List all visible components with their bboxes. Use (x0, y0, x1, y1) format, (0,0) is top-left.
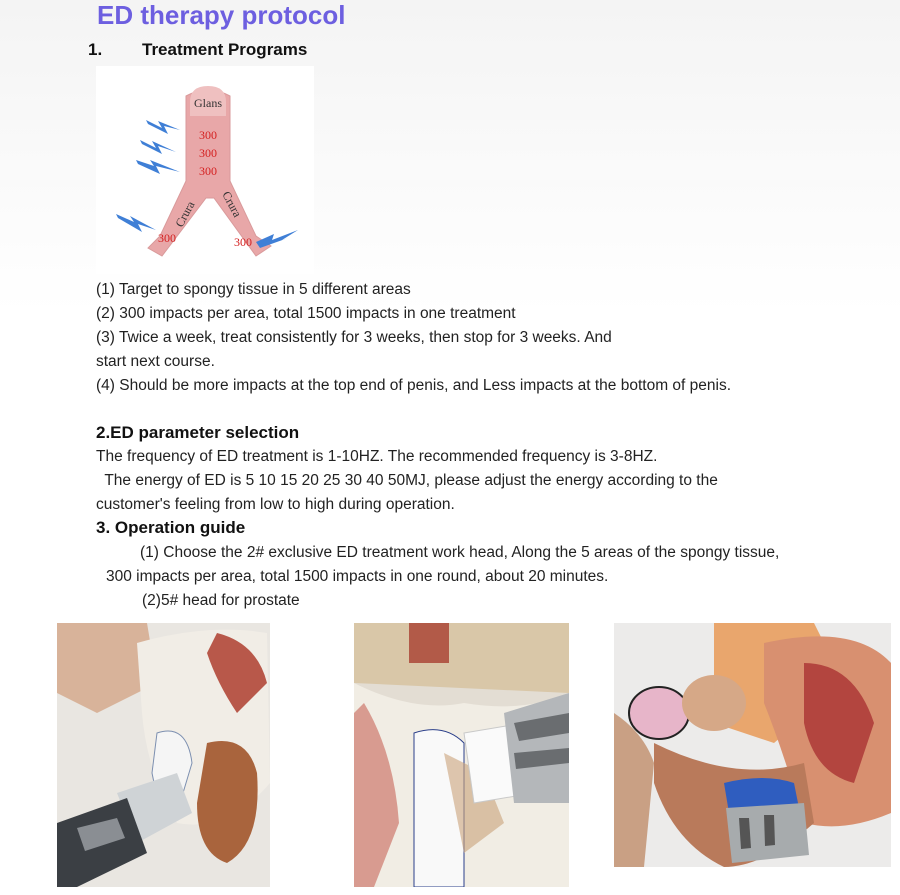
count-label-2: 300 (199, 146, 217, 160)
treatment-areas-svg (96, 66, 314, 274)
shockwave-icon (136, 160, 180, 174)
count-label-3: 300 (199, 164, 217, 178)
photo-ed-head-center (354, 623, 569, 887)
section3-heading: 3. Operation guide (96, 518, 246, 537)
treatment-areas-diagram (96, 66, 314, 274)
count-label-5: 300 (234, 235, 252, 249)
section1-item-3: (3) Twice a week, treat consistently for 3 weeks, then stop for 3 weeks. And (96, 329, 612, 346)
count-label-1: 300 (199, 128, 217, 142)
crura-label-right: Crura (219, 188, 245, 220)
section3-line-3: (2)5# head for prostate (142, 592, 300, 609)
section2-line-3: customer's feeling from low to high during operation. (96, 496, 455, 513)
page-title: ED therapy protocol (97, 0, 346, 30)
shockwave-icon (116, 214, 156, 232)
section1-item-1: (1) Target to spongy tissue in 5 different areas (96, 281, 411, 298)
section3-line-1: (1) Choose the 2# exclusive ED treatment work head, Along the 5 areas of the spongy tissue, (140, 544, 780, 561)
section3-line-2: 300 impacts per area, total 1500 impacts in one round, about 20 minutes. (106, 568, 609, 585)
section2-line-2: The energy of ED is 5 10 15 20 25 30 40 50MJ, please adjust the energy according to the (96, 472, 718, 489)
photo-prostate-head-right (614, 623, 891, 867)
section1-heading-text: Treatment Programs (142, 40, 308, 59)
section1-number: 1. (88, 40, 103, 59)
glans-label: Glans (194, 96, 222, 110)
section1-item-2: (2) 300 impacts per area, total 1500 impacts in one treatment (96, 305, 516, 322)
shockwave-icon (146, 120, 180, 134)
section1-heading (88, 40, 307, 60)
section1-item-4: (4) Should be more impacts at the top end of penis, and Less impacts at the bottom of penis. (96, 377, 732, 394)
count-label-4: 300 (158, 231, 176, 245)
crura-label-left: Crura (172, 198, 198, 230)
section1-item-3-cont: start next course. (96, 353, 215, 370)
section2-heading: 2.ED parameter selection (96, 423, 300, 442)
shockwave-icon (140, 140, 176, 154)
section2-line-1: The frequency of ED treatment is 1-10HZ. The recommended frequency is 3-8HZ. (96, 448, 658, 465)
photo-ed-head-left (57, 623, 270, 887)
shockwave-icon (256, 230, 298, 248)
